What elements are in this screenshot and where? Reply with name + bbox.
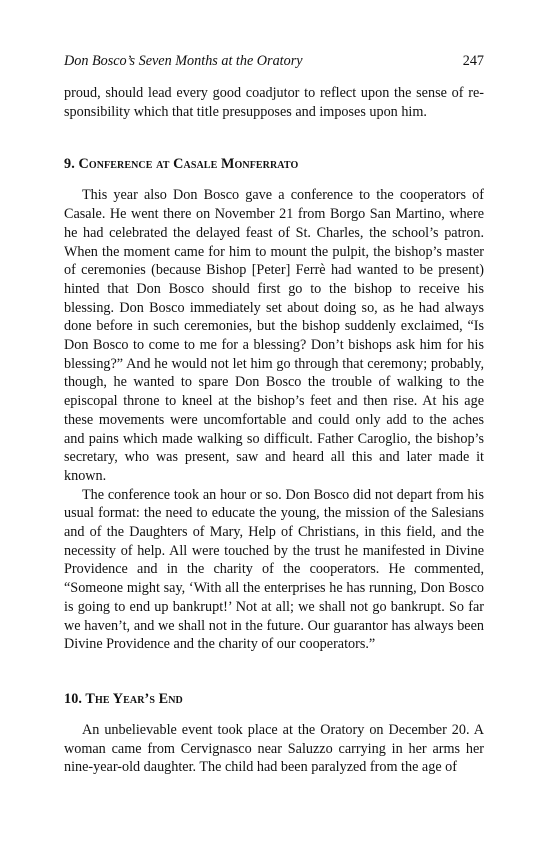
paragraph-conference-format: The conference took an hour or so. Don Bosco did not depart from his usual format: the need to educate the young, the mission of the Salesians and of the Daughters of Mary, Help of Christians, in this field, and the necessity of help. All were touched by the trust he manifested in Divine Providence and in the charity of the cooperators. He commented, “Someone might say, ‘With all the enterprises he has running, Don Bosco is going to end up bankrupt!’ Not at all; we shall not go bankrupt. So far we haven’t, and we shall not in the future. Our guarantor has always been Divine Providence and the charity of our cooperators.”	[64, 486, 484, 653]
book-page	[64, 52, 484, 777]
page-number: 247	[462, 53, 484, 69]
section-heading-9: 9. Conference at Casale Monferrato	[64, 156, 299, 173]
paragraph-continued: proud, should lead every good coadjutor to reflect upon the sense of responsibility which that title presupposes and imposes upon him.	[64, 85, 484, 120]
running-title: Don Bosco’s Seven Months at the Oratory	[64, 53, 303, 69]
paragraph-december-event: An unbelievable event took place at the Oratory on December 20. A woman came from Cervignasco near Saluzzo carrying in her arms her nine-year-old daughter. The child had been paralyzed from the age of	[64, 721, 484, 776]
section-heading-10: 10. The Year’s End	[64, 690, 183, 707]
running-header	[64, 52, 484, 70]
paragraph-casale-conference: This year also Don Bosco gave a conference to the cooperators of Casale. He went there on November 21 from Borgo San Martino, where he had celebrated the delayed feast of St. Charles, the school’s patron. When the moment came for him to mount the pulpit, the bishop’s master of ceremonies (because Bishop [Peter] Ferrè had wanted to be present) hinted that Don Bosco should first go to the bishop to receive his blessing. Don Bosco immediately set about doing so, as he had always done before in such ceremonies, but the bishop suddenly exclaimed, “Is Don Bosco to come to me for a blessing? Don’t bishops ask him for his blessing?” And he would not let him go through that ceremony; probably, though, he wanted to spare Don Bosco the trouble of walking to the episcopal throne to kneel at the bishop’s feet and then rise. At his age these movements were uncomfortable and could only add to the aches and pains which made walking so difficult. Father Caroglio, the bishop’s secretary, who was present, saw and heard all this and later made it known.	[64, 187, 484, 484]
